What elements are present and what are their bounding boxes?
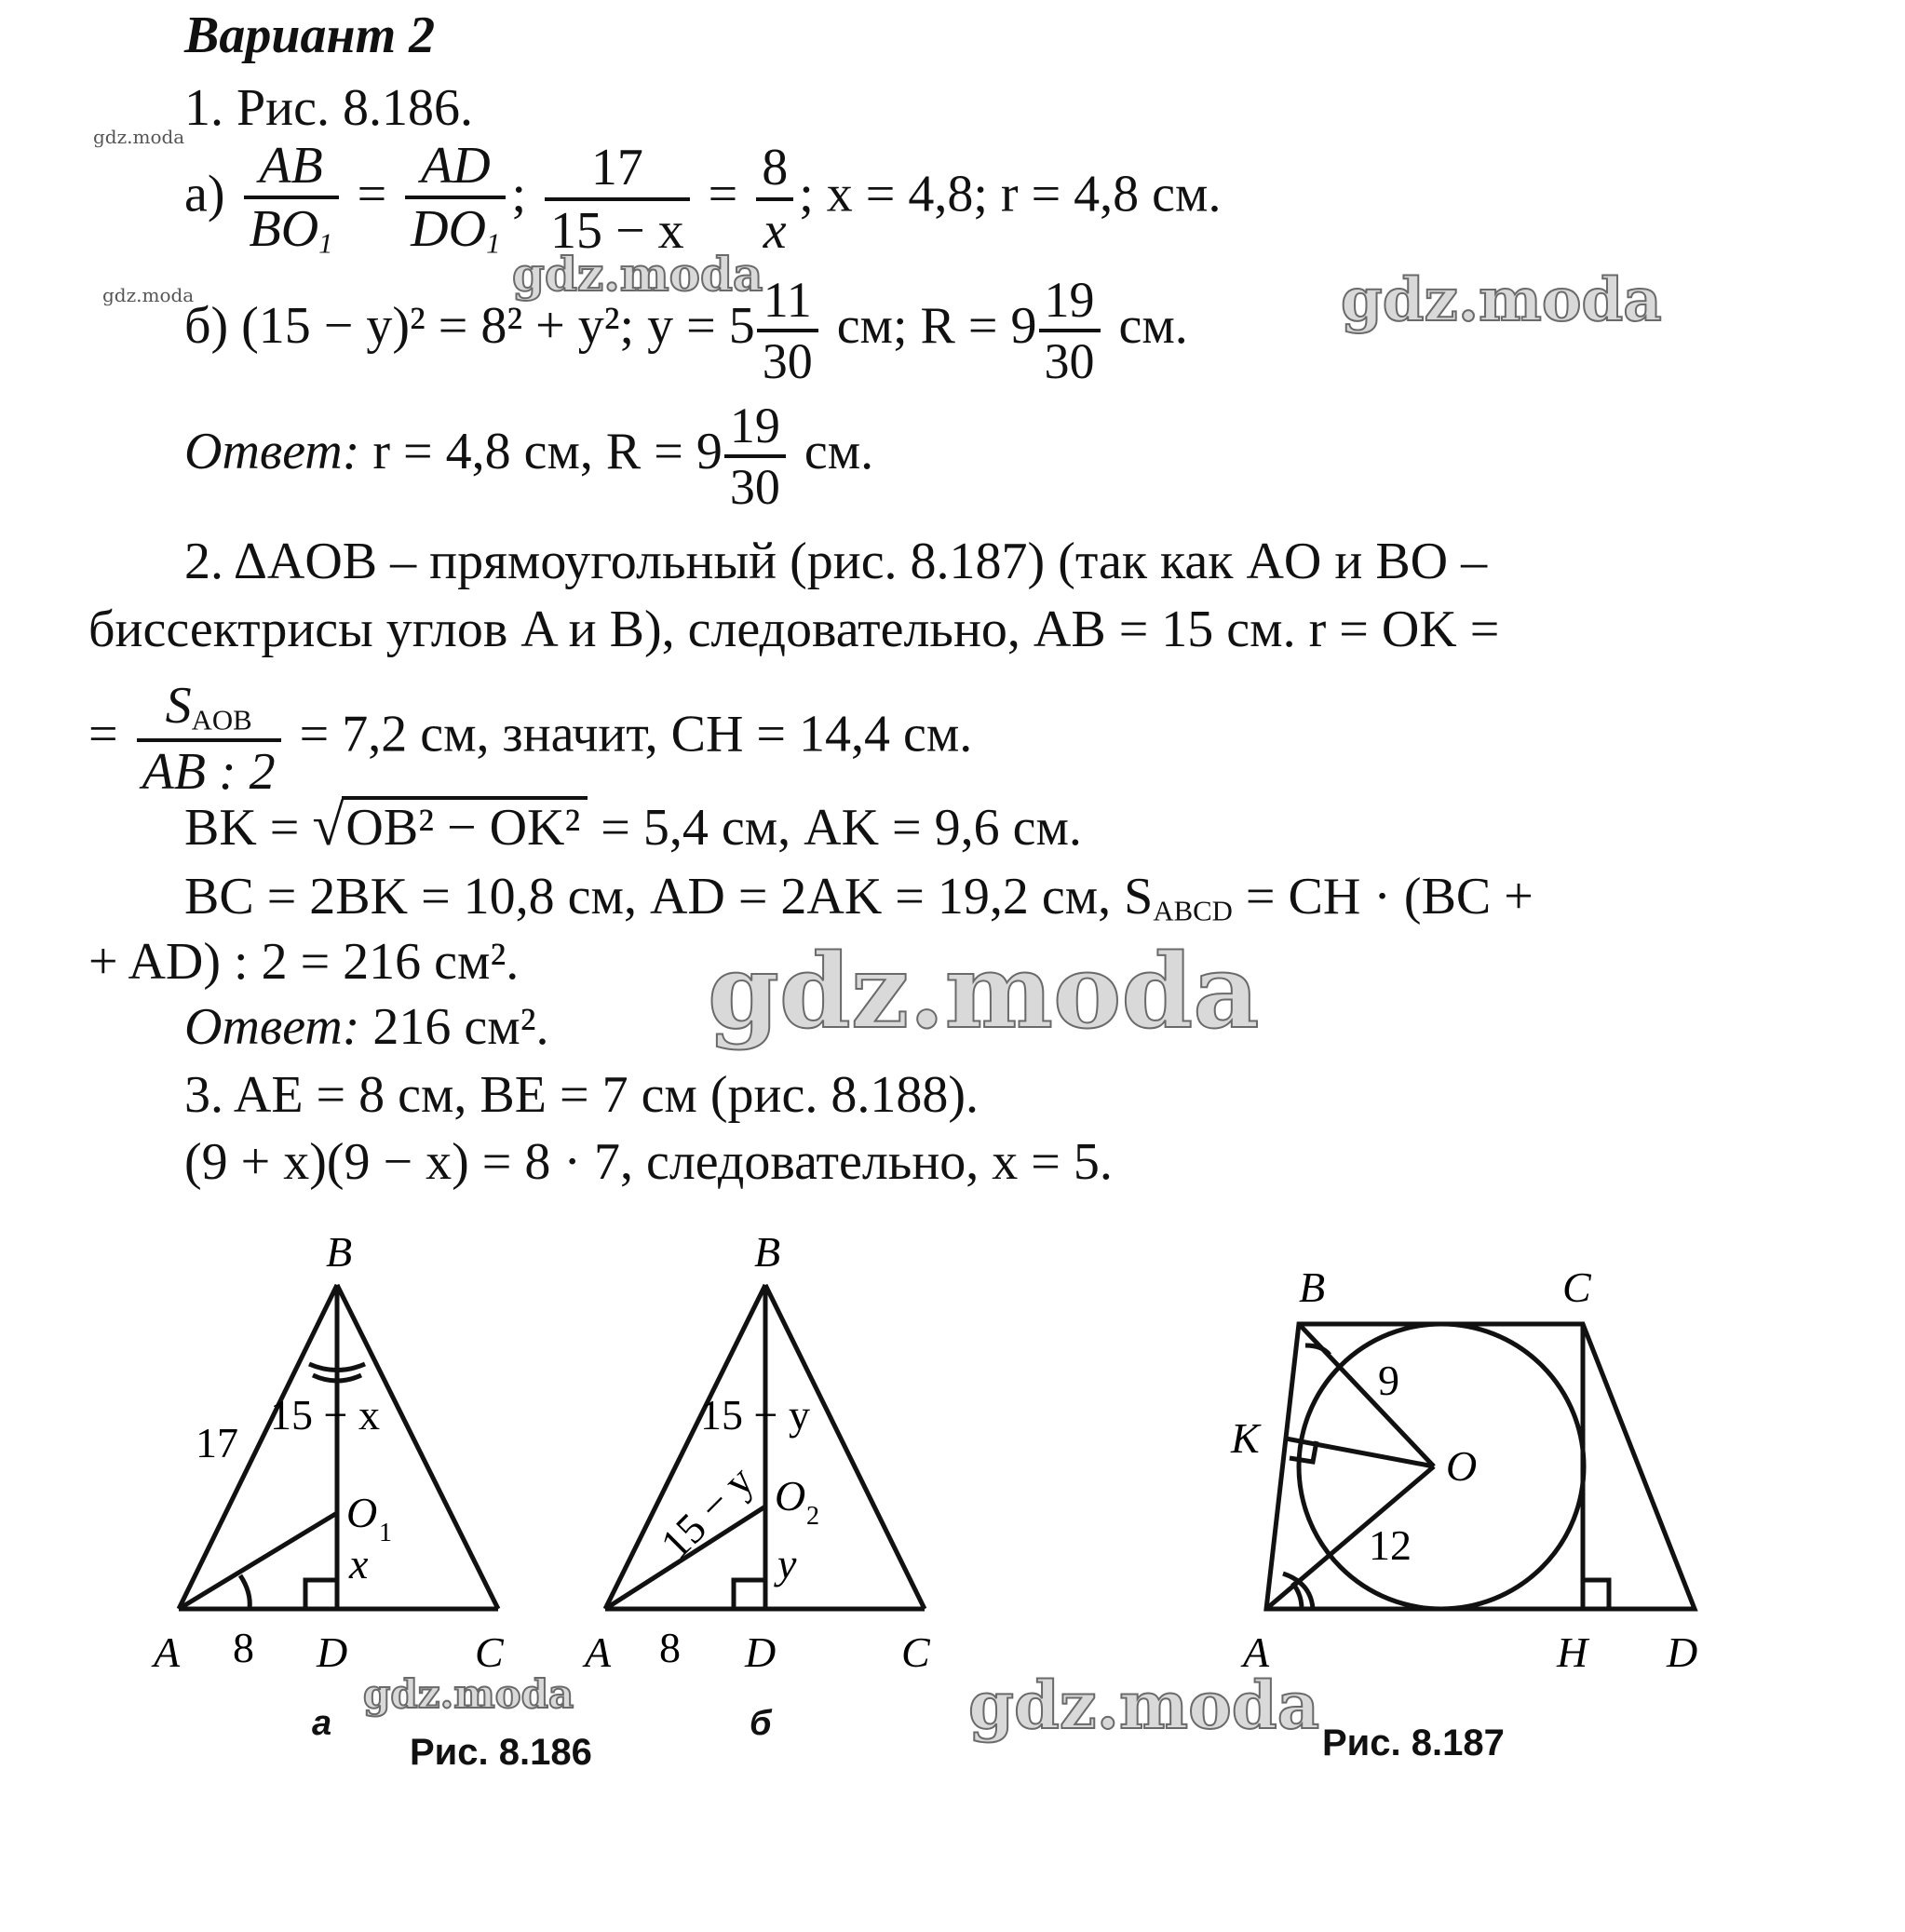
problem2-line6: + AD) : 2 = 216 см². [88, 933, 520, 991]
label-o1-sub: 1 [379, 1519, 392, 1547]
watermark: gdz.moda [1341, 265, 1662, 335]
problem2-line2: биссектрисы углов A и B), следовательно, AB = 15 см. r = OK = [88, 601, 1500, 658]
numerator [137, 677, 281, 738]
numerator: 8 [762, 138, 789, 196]
label-vertex-b: B [754, 1228, 781, 1276]
label-vertex-h: H [1557, 1628, 1588, 1676]
trapezoid-abcd [1266, 1324, 1695, 1609]
side-ab [179, 1285, 337, 1609]
fraction-saob-over-ab2 [137, 677, 281, 802]
angle-arc [1305, 1345, 1330, 1355]
subscript: AOB [191, 704, 252, 736]
segment-ao2 [605, 1506, 765, 1609]
watermark: gdz.moda [363, 1671, 574, 1717]
answer-text: r = 4,8 см, R = 9 [372, 422, 723, 480]
part-b-label: б) [184, 296, 229, 355]
part-b-middle: см; R = 9 [836, 296, 1037, 355]
label-8: 8 [659, 1624, 681, 1671]
numerator: AB [259, 137, 323, 195]
line4-result: = 5,4 см, AK = 9,6 см. [601, 799, 1082, 857]
equals-sign: = [708, 165, 738, 223]
segment-ao [1266, 1466, 1434, 1609]
caption-fig-8-187: Рис. 8.187 [1322, 1723, 1505, 1763]
separator: ; [511, 165, 527, 223]
watermark: gdz.moda [708, 931, 1260, 1051]
line5-text: BC = 2BK = 10,8 см, AD = 2AK = 19,2 см, S [184, 868, 1154, 925]
label-vertex-c: C [475, 1628, 504, 1676]
numerator: AD [420, 137, 491, 195]
label-side-17: 17 [196, 1419, 238, 1466]
label-vertex-d: D [1667, 1628, 1698, 1676]
numerator: 19 [729, 398, 780, 453]
label-vertex-b: B [1299, 1263, 1326, 1311]
sqrt-sign: √ [312, 794, 345, 858]
segment-ko [1286, 1439, 1434, 1466]
answer-label: Ответ: [184, 998, 360, 1056]
problem1-part-a [184, 137, 1222, 260]
label-15-minus-x: 15 − x [270, 1391, 380, 1439]
label-vertex-a: A [1243, 1628, 1270, 1676]
label-vertex-d: D [745, 1628, 777, 1676]
fraction-ab-bo1 [244, 137, 339, 260]
problem3-line2: (9 + x)(9 − x) = 8 · 7, следовательно, x = 5. [184, 1133, 1113, 1191]
denominator [244, 196, 339, 258]
denominator: 30 [724, 454, 786, 512]
fraction-8-over-x [756, 138, 793, 260]
subscript: 1 [486, 227, 501, 260]
label-point-k: K [1231, 1414, 1260, 1462]
denominator: x [756, 197, 793, 257]
label-vertex-d: D [317, 1628, 348, 1676]
figure-8-186-a [179, 1285, 498, 1609]
label-o1: O [346, 1489, 378, 1536]
answer-text: 216 см². [372, 998, 549, 1056]
label-vertex-b: B [326, 1228, 353, 1276]
figure-8-187 [1266, 1324, 1695, 1609]
bisector-ao1 [179, 1513, 337, 1609]
problem2-line4 [184, 794, 1082, 858]
right-angle-mark [1583, 1580, 1609, 1609]
label-x: x [349, 1540, 369, 1587]
answer-tail: см. [804, 422, 874, 480]
part-b-expression: (15 − y)² = 8² + y²; y = 5 [241, 296, 755, 355]
denominator-text: DO [411, 200, 487, 258]
angle-arc [1292, 1583, 1302, 1609]
watermark: gdz.moda [968, 1667, 1320, 1744]
subscript: ABCD [1153, 895, 1233, 927]
fraction-17-over-15-minus-x [545, 138, 690, 260]
label-15-minus-y-slanted: 15 − y [651, 1456, 763, 1568]
angle-arc [240, 1575, 250, 1609]
angle-arc [1283, 1574, 1313, 1609]
denominator-text: BO [249, 200, 319, 258]
problem1-answer [184, 398, 874, 515]
label-center-o: O [1446, 1442, 1478, 1490]
label-vertex-a: A [154, 1628, 181, 1676]
label-vertex-a: A [585, 1628, 612, 1676]
label-9: 9 [1378, 1357, 1399, 1404]
problem2-answer [184, 998, 549, 1056]
label-o2-sub: 2 [806, 1502, 819, 1531]
right-angle-mark [305, 1580, 337, 1609]
watermark: gdz.moda [102, 284, 195, 306]
numerator: 17 [590, 138, 643, 196]
denominator: 30 [757, 329, 818, 386]
label-vertex-c: C [901, 1628, 930, 1676]
caption-fig-8-186: Рис. 8.186 [410, 1732, 592, 1773]
right-angle-mark [734, 1580, 765, 1609]
line3-result: = 7,2 см, значит, CH = 14,4 см. [299, 705, 973, 763]
right-angle-mark [1290, 1441, 1317, 1462]
problem3-line1: 3. AE = 8 см, BE = 7 см (рис. 8.188). [184, 1066, 979, 1124]
equals-sign: = [88, 705, 118, 763]
segment-bo [1299, 1324, 1434, 1466]
part-a-result: ; x = 4,8; r = 4,8 см. [799, 165, 1222, 223]
side-ab [605, 1285, 765, 1609]
label-o2: O [775, 1472, 806, 1520]
problem1-title: 1. Рис. 8.186. [184, 79, 473, 137]
label-8: 8 [233, 1624, 254, 1671]
heading: Вариант 2 [184, 7, 436, 64]
figure-8-186-b [605, 1285, 925, 1609]
subscript: 1 [318, 227, 333, 260]
side-bc [765, 1285, 925, 1609]
angle-arc [309, 1364, 365, 1371]
denominator [405, 196, 506, 258]
sqrt-body: OB² − OK² [342, 796, 588, 854]
part-b-tail: см. [1118, 296, 1188, 355]
denominator: 15 − x [545, 197, 690, 257]
fraction-11-30 [757, 272, 818, 389]
problem2-line1: 2. ΔAOB – прямоугольный (рис. 8.187) (так как AO и BO – [184, 533, 1488, 590]
answer-fraction [724, 398, 786, 515]
part-a-label: а) [184, 165, 225, 223]
equals-sign: = [357, 165, 387, 223]
numerator-text: S [165, 677, 192, 735]
line4-prefix: BK = [184, 799, 300, 857]
problem2-line3 [88, 677, 973, 802]
problem2-line5 [184, 868, 1533, 927]
angle-arc [313, 1375, 361, 1381]
numerator: 19 [1044, 272, 1095, 328]
fraction-ad-do1 [405, 137, 506, 260]
label-15-minus-y: 15 − y [700, 1391, 810, 1439]
inscribed-circle [1299, 1324, 1584, 1609]
figure-a-sublabel: а [312, 1704, 332, 1743]
fraction-19-30 [1039, 272, 1101, 389]
label-12: 12 [1369, 1521, 1412, 1569]
numerator: 11 [763, 272, 812, 328]
label-y: y [777, 1540, 797, 1587]
watermark: gdz.moda [93, 126, 185, 148]
denominator: AB : 2 [137, 738, 281, 798]
answer-label: Ответ: [184, 422, 360, 480]
watermark: gdz.moda [512, 247, 763, 302]
denominator: 30 [1039, 329, 1101, 386]
figure-b-sublabel: б [750, 1704, 772, 1743]
side-bc [337, 1285, 498, 1609]
label-vertex-c: C [1562, 1263, 1591, 1311]
line5-tail: = CH · (BC + [1245, 868, 1533, 925]
